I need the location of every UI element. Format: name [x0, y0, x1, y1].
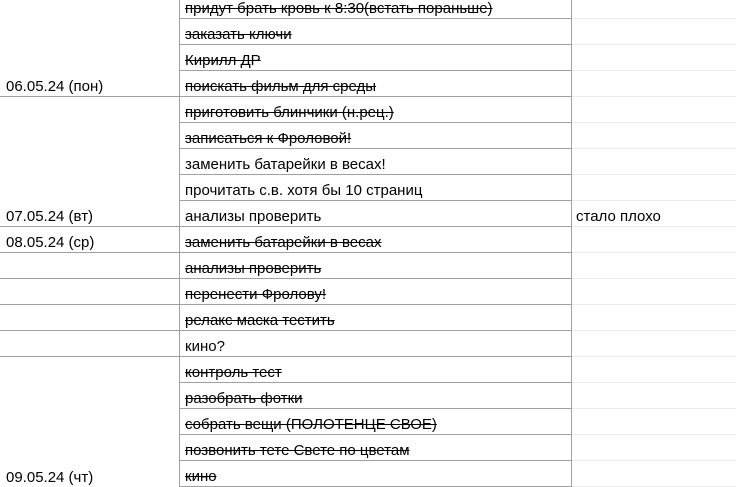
- date-cell[interactable]: [0, 19, 180, 45]
- date-cell[interactable]: 09.05.24 (чт): [0, 461, 180, 487]
- task-text: Кирилл ДР: [185, 52, 261, 69]
- task-text: записаться к Фроловой!: [185, 130, 352, 147]
- task-text: заменить батарейки в весах!: [185, 156, 386, 173]
- note-cell[interactable]: [572, 435, 736, 461]
- date-cell[interactable]: 07.05.24 (вт): [0, 201, 180, 227]
- date-cell[interactable]: [0, 97, 180, 123]
- task-cell[interactable]: [180, 357, 572, 383]
- note-cell[interactable]: [572, 331, 736, 357]
- task-cell[interactable]: [180, 123, 572, 149]
- task-text: кино?: [185, 338, 225, 355]
- note-cell[interactable]: [572, 45, 736, 71]
- task-text: поискать фильм для среды: [185, 78, 377, 95]
- task-cell[interactable]: [180, 175, 572, 201]
- task-text: релакс маска тестить: [185, 312, 335, 329]
- note-cell[interactable]: [572, 19, 736, 45]
- task-cell[interactable]: [180, 227, 572, 253]
- task-text: приготовить блинчики (н.рец.): [185, 104, 394, 121]
- note-cell[interactable]: [572, 149, 736, 175]
- task-text: заменить батарейки в весах: [185, 234, 382, 251]
- task-text: перенести Фролову!: [185, 286, 327, 303]
- task-cell[interactable]: [180, 253, 572, 279]
- task-text: разобрать фотки: [185, 390, 303, 407]
- task-cell[interactable]: [180, 305, 572, 331]
- task-text: собрать вещи (ПОЛОТЕНЦЕ СВОЕ): [185, 416, 437, 433]
- date-cell[interactable]: [0, 123, 180, 149]
- note-cell[interactable]: [572, 175, 736, 201]
- date-cell[interactable]: [0, 409, 180, 435]
- date-cell[interactable]: 06.05.24 (пон): [0, 71, 180, 97]
- note-cell[interactable]: [572, 71, 736, 97]
- date-cell[interactable]: [0, 253, 180, 279]
- task-cell[interactable]: [180, 0, 572, 19]
- date-cell[interactable]: [0, 435, 180, 461]
- task-text: анализы проверить: [185, 208, 322, 225]
- note-cell[interactable]: [572, 253, 736, 279]
- task-text: прочитать с.в. хотя бы 10 страниц: [185, 182, 423, 199]
- date-cell[interactable]: [0, 175, 180, 201]
- task-cell[interactable]: [180, 461, 572, 487]
- task-cell[interactable]: [180, 71, 572, 97]
- note-cell[interactable]: [572, 123, 736, 149]
- note-cell[interactable]: [572, 357, 736, 383]
- task-cell[interactable]: [180, 19, 572, 45]
- date-cell[interactable]: [0, 279, 180, 305]
- task-cell[interactable]: [180, 383, 572, 409]
- task-text: кино: [185, 468, 217, 485]
- note-cell[interactable]: [572, 97, 736, 123]
- task-cell[interactable]: [180, 331, 572, 357]
- note-cell[interactable]: стало плохо: [572, 201, 736, 227]
- task-text: заказать ключи: [185, 26, 292, 43]
- note-cell[interactable]: [572, 0, 736, 19]
- task-cell[interactable]: [180, 149, 572, 175]
- note-cell[interactable]: [572, 383, 736, 409]
- task-cell[interactable]: [180, 45, 572, 71]
- date-cell[interactable]: [0, 149, 180, 175]
- date-cell[interactable]: [0, 383, 180, 409]
- date-cell[interactable]: [0, 0, 180, 19]
- task-cell[interactable]: [180, 279, 572, 305]
- date-cell[interactable]: [0, 331, 180, 357]
- note-cell[interactable]: [572, 305, 736, 331]
- task-cell[interactable]: [180, 435, 572, 461]
- note-cell[interactable]: [572, 227, 736, 253]
- note-cell[interactable]: [572, 461, 736, 487]
- task-cell[interactable]: [180, 201, 572, 227]
- date-cell[interactable]: 08.05.24 (ср): [0, 227, 180, 253]
- task-text: анализы проверить: [185, 260, 322, 277]
- date-cell[interactable]: [0, 357, 180, 383]
- task-cell[interactable]: [180, 97, 572, 123]
- task-text: позвонить тете Свете по цветам: [185, 442, 410, 459]
- note-cell[interactable]: [572, 409, 736, 435]
- date-cell[interactable]: [0, 305, 180, 331]
- date-cell[interactable]: [0, 45, 180, 71]
- task-text: придут брать кровь к 8:30(встать пораньше): [185, 0, 493, 17]
- task-text: контроль тест: [185, 364, 282, 381]
- task-cell[interactable]: [180, 409, 572, 435]
- note-cell[interactable]: [572, 279, 736, 305]
